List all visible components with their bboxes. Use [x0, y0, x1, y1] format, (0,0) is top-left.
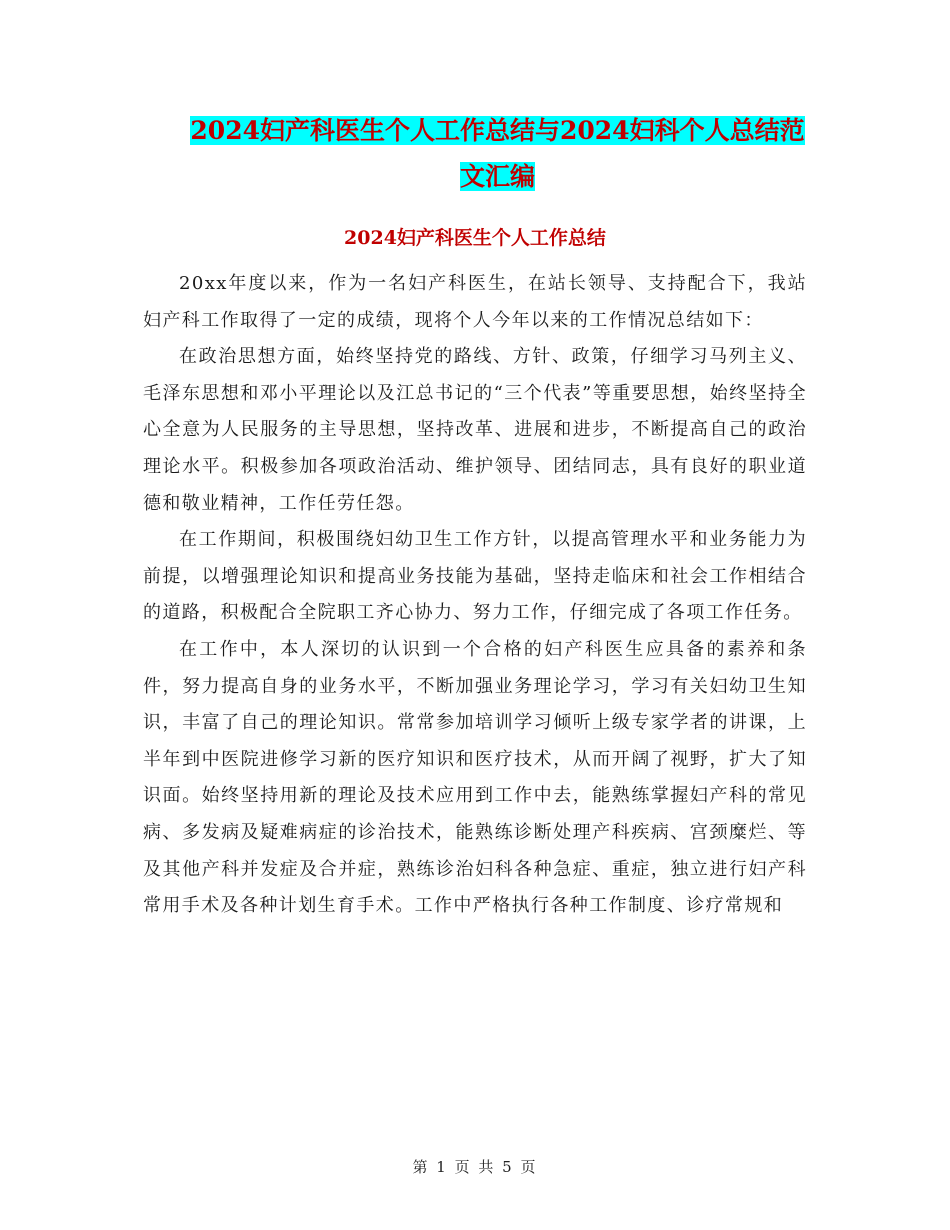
document-body	[143, 266, 807, 925]
document-title	[185, 108, 810, 200]
paragraph: 20xx年度以来，作为一名妇产科医生，在站长领导、支持配合下，我站妇产科工作取得了一定的成绩，现将个人今年以来的工作情况总结如下：	[143, 273, 807, 331]
paragraph: 在工作中，本人深切的认识到一个合格的妇产科医生应具备的素养和条件，努力提高自身的业务水平，不断加强业务理论学习，学习有关妇幼卫生知识，丰富了自己的理论知识。常常参加培训学习倾听上级专家学者的讲课，上半年到中医院进修学习新的医疗知识和医疗技术，从而开阔了视野，扩大了知识面。始终坚持用新的理论及技术应用到工作中去，能熟练掌握妇产科的常见病、多发病及疑难病症的诊治技术，能熟练诊断处理产科疾病、宫颈糜烂、等及其他产科并发症及合并症，熟练诊治妇科各种急症、重症，独立进行妇产科常用手术及各种计划生育手术。工作中严格执行各种工作制度、诊疗常规和	[143, 638, 807, 917]
paragraph: 在政治思想方面，始终坚持党的路线、方针、政策，仔细学习马列主义、毛泽东思想和邓小平理论以及江总书记的“三个代表”等重要思想，始终坚持全心全意为人民服务的主导思想，坚持改革、进展和进步，不断提高自己的政治理论水平。积极参加各项政治活动、维护领导、团结同志，具有良好的职业道德和敬业精神，工作任劳任怨。	[143, 346, 807, 514]
page-footer: 第 1 页 共 5 页	[412, 1158, 538, 1176]
document-title-line2: 文汇编	[459, 162, 535, 191]
section-title: 2024妇产科医生个人工作总结	[344, 227, 606, 249]
document-title-line1: 2024妇产科医生个人工作总结与2024妇科个人总结范	[190, 116, 805, 145]
paragraph: 在工作期间，积极围绕妇幼卫生工作方针，以提高管理水平和业务能力为前提，以增强理论知识和提高业务技能为基础，坚持走临床和社会工作相结合的道路，积极配合全院职工齐心协力、努力工作，仔细完成了各项工作任务。	[143, 529, 807, 624]
